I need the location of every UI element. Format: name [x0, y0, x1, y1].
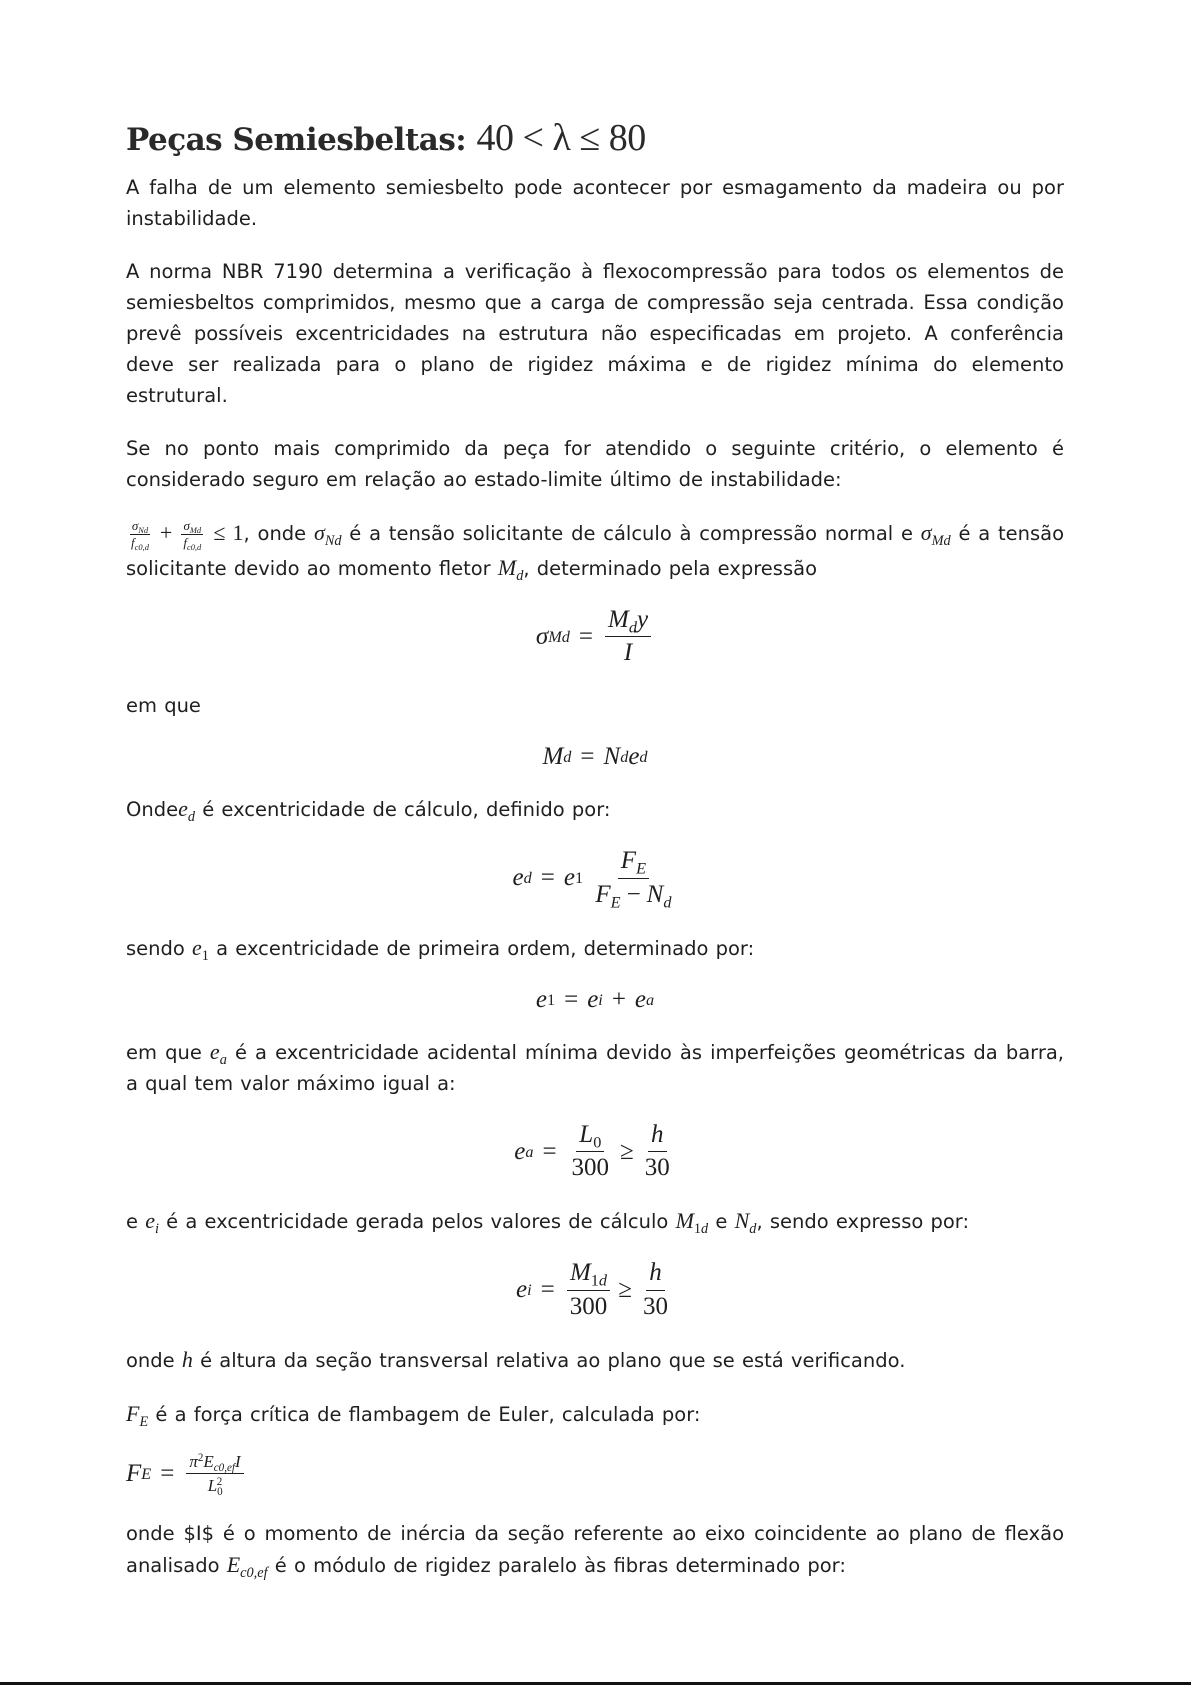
paragraph-criterion: Se no ponto mais comprimido da peça for atendido o seguinte critério, o elemento é considerado seguro em relação ao estado-limite último de instabilidade: [126, 437, 1064, 491]
paragraph-em-que: em que [126, 694, 201, 718]
equation-e1: e 1 = e i + e a [535, 985, 655, 1013]
inline-criterion-formula: $\frac{\sigma_{Nd}}{f_{c0,d}}$ + $\frac{\sigma_{Md}}{f_{c0,d}}$ ≤ 1 [131, 518, 244, 553]
paragraph-h-definition: onde h é altura da seção transversal relativa ao plano que se está verificando. [126, 1346, 906, 1372]
section-title [126, 116, 1064, 160]
ei-symbol: $e_i$ [145, 1208, 159, 1238]
equation-ei: e i = $\frac{M_{1d}}{300}$ ≥ $\frac{h}{30}$ [516, 1259, 668, 1320]
fe-symbol: $F_E$ [126, 1400, 149, 1430]
paragraph-inertia: onde $I$ é o momento de inércia da seção referente ao eixo coincidente ao plano de flexão analisado $E_{c0,ef}$ é o módulo de rigidez paralelo às fibras determinado por: [126, 1521, 1064, 1581]
paragraph-ed-definition: Ondee$_d$ é excentricidade de cálculo, definido por: [126, 796, 611, 826]
ec0ef-symbol: $E_{c0,ef}$ [226, 1551, 268, 1581]
le-one: ≤ 1 [213, 520, 244, 545]
document-page [126, 100, 1064, 1603]
paragraph-fe-definition: $F_E$ é a força crítica de flambagem de Euler, calculada por: [126, 1400, 701, 1430]
paragraph-ea-definition: em que $e_a$ é a excentricidade acidental mínima devido às imperfeições geométricas da barra, a qual tem valor máximo igual a: [126, 1038, 1065, 1095]
h-symbol: h [181, 1346, 193, 1372]
equation-ea: e a = $\frac{L_0}{300}$ ≥ $\frac{h}{30}$ [514, 1120, 670, 1182]
nd-symbol: $N_d$ [734, 1208, 757, 1238]
paragraph-norm: A norma NBR 7190 determina a verificação à flexocompressão para todos os elementos de semiesbeltos comprimidos, mesmo que a carga de compressão seja centrada. Essa condição prevê possíveis excentricidades na estrutura não especificadas em projeto. A conferência deve ser realizada para o plano de rigidez máxima e de rigidez mínima do elemento estrutural. [126, 260, 1064, 407]
section-title-math: 40 < λ ≤ 80 [476, 117, 646, 159]
equation-fe: F E = $\frac{\pi^2E_{c0,ef}I}{L_0^2}$ [126, 1452, 1064, 1496]
paragraph-stress-definition: $\frac{\sigma_{Nd}}{f_{c0,d}}$ + $\frac{\sigma_{Md}}{f_{c0,d}}$ ≤ 1, onde $\sigma_{Nd}$ é a tensão solicitante de cálculo à compressão normal e $\sigma_{Md}$ é a tensão solicitante devido ao momento fletor $M_d$, determinado pela expressão [126, 518, 1065, 584]
sigma-md-symbol: $\sigma_{Md}$ [920, 520, 951, 549]
paragraph-e1-definition: sendo $e_1$ a excentricidade de primeira ordem, determinado por: [126, 934, 755, 964]
ea-symbol: $e_a$ [209, 1038, 227, 1068]
equation-sigma-md: σ Md = $\frac{M_dy}{I}$ [126, 606, 1064, 669]
section-title-text: Peças Semiesbeltas: [126, 122, 467, 158]
sigma-nd-symbol: $\sigma_{Nd}$ [313, 520, 342, 549]
e1-symbol: $e_1$ [192, 934, 209, 964]
paragraph-ei-definition: e $e_i$ é a excentricidade gerada pelos valores de cálculo $M_{1d}$ e $N_d$, sendo expresso por: [126, 1208, 970, 1238]
equation-md: M d = N d e d [542, 743, 648, 771]
ed-symbol: $e_d$ [178, 796, 196, 826]
md-symbol: $M_d$ [497, 554, 524, 584]
equation-ed: e d = e 1 $\frac{F_E}{F_E - N_d}$ [512, 847, 672, 912]
paragraph-failure: A falha de um elemento semiesbelto pode acontecer por esmagamento da madeira ou por instabilidade. [126, 176, 1064, 230]
m1d-symbol: $M_{1d}$ [675, 1208, 709, 1238]
